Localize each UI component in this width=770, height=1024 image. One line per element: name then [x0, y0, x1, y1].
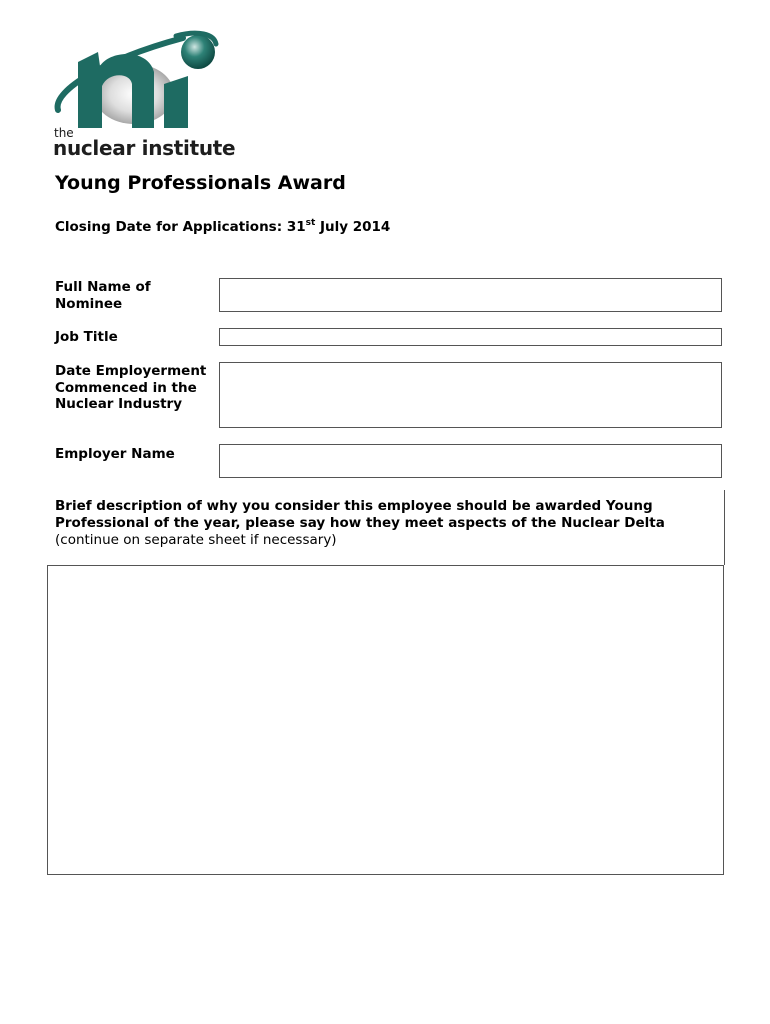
- description-instructions: [55, 498, 725, 549]
- closing-date: [55, 218, 390, 235]
- description-bold-text: Brief description of why you consider this employee should be awarded Young Professional of the year, please say how they meet aspects of the Nuclear Delta: [55, 498, 665, 531]
- employer-name-field[interactable]: [219, 444, 722, 478]
- ni-logo-mark: [48, 28, 238, 128]
- full-name-field[interactable]: [219, 278, 722, 312]
- logo-name-text: nuclear institute: [53, 136, 236, 160]
- closing-date-suffix: July 2014: [315, 219, 391, 235]
- date-commenced-field[interactable]: [219, 362, 722, 428]
- job-title-field[interactable]: [219, 328, 722, 346]
- date-commenced-label: Date Employerment Commenced in the Nuclear Industry: [55, 363, 207, 412]
- logo-the-text: the: [54, 126, 74, 140]
- closing-date-superscript: st: [305, 218, 316, 228]
- nuclear-institute-logo: [48, 28, 238, 160]
- page-title: Young Professionals Award: [55, 172, 346, 194]
- job-title-label: Job Title: [55, 329, 118, 345]
- employer-name-label: Employer Name: [55, 446, 175, 462]
- full-name-label: Full Name of Nominee: [55, 279, 151, 312]
- description-note: (continue on separate sheet if necessary): [55, 532, 337, 548]
- closing-date-prefix: Closing Date for Applications: 31: [55, 219, 306, 235]
- description-field[interactable]: [47, 565, 724, 875]
